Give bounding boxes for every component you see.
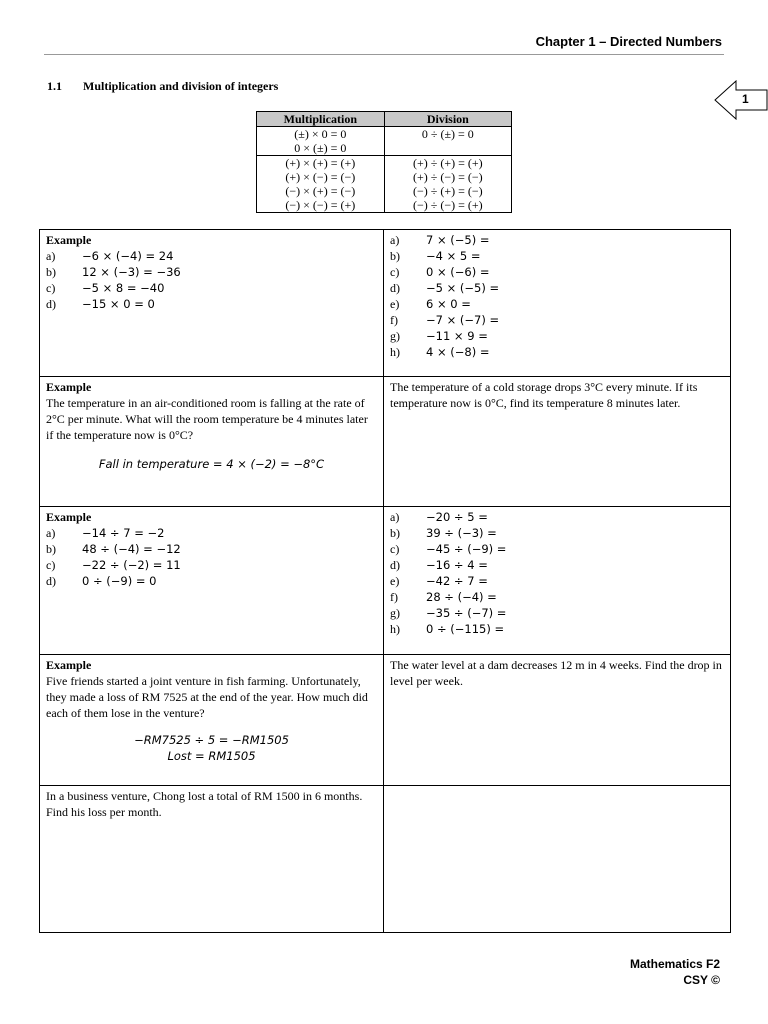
rule: (+) × (−) = (−) [285, 170, 356, 184]
header-divider [44, 54, 724, 55]
rule: (+) ÷ (+) = (+) [413, 156, 483, 170]
example-cell [40, 655, 384, 785]
item-key: d) [46, 297, 56, 311]
example-equation: Fall in temperature = 4 × (−2) = −8°C [98, 457, 325, 471]
example-equation: −RM7525 ÷ 5 = −RM1505 [134, 733, 289, 747]
item-expression: 6 × 0 = [426, 297, 471, 311]
item-expression: 28 ÷ (−4) = [426, 590, 497, 604]
item-key: d) [46, 574, 56, 588]
list-item [46, 296, 377, 312]
item-expression: 12 × (−3) = −36 [82, 265, 181, 279]
section-heading [47, 79, 278, 94]
section-title: Multiplication and division of integers [83, 79, 279, 93]
item-key: a) [46, 526, 56, 540]
item-expression: 0 ÷ (−115) = [426, 622, 505, 636]
item-key: g) [390, 606, 400, 620]
example-text: The temperature in an air-conditioned room is falling at the rate of 2°C per minute. What will the room temperature be 4 minutes later if the temperature now is 0°C? [46, 396, 368, 442]
exercise-row [40, 654, 730, 785]
item-expression: −6 × (−4) = 24 [82, 249, 174, 263]
example-cell [40, 377, 384, 506]
example-label: Example [46, 510, 92, 524]
footer-subject: Mathematics F2 [629, 957, 720, 971]
item-key: b) [390, 249, 400, 263]
exercise-row [40, 785, 730, 932]
item-expression: −42 ÷ 7 = [426, 574, 488, 588]
item-key: c) [390, 542, 400, 556]
list-item [46, 573, 377, 589]
page-number-arrow [714, 80, 768, 120]
item-key: b) [390, 526, 400, 540]
list-item [390, 509, 722, 525]
question-text: The water level at a dam decreases 12 m in 4 weeks. Find the drop in level per week. [390, 658, 722, 688]
item-key: f) [390, 590, 398, 604]
list-item [390, 621, 722, 637]
item-expression: 48 ÷ (−4) = −12 [82, 542, 181, 556]
item-expression: −5 × (−5) = [426, 281, 500, 295]
rule: (−) × (−) = (+) [285, 198, 356, 212]
list-item [390, 264, 722, 280]
item-expression: 7 × (−5) = [426, 233, 490, 247]
item-key: e) [390, 574, 400, 588]
example-equation: Lost = RM1505 [167, 749, 256, 763]
item-key: b) [46, 265, 56, 279]
example-label: Example [46, 233, 92, 247]
item-expression: −15 × 0 = 0 [82, 297, 155, 311]
rule: (−) × (+) = (−) [285, 184, 356, 198]
item-expression: −11 × 9 = [426, 329, 488, 343]
table-header-multiplication: Multiplication [257, 112, 385, 127]
sign-rules-division [384, 156, 511, 213]
rule: (−) ÷ (+) = (−) [413, 184, 483, 198]
exercise-row [40, 506, 730, 654]
rule: 0 ÷ (±) = 0 [421, 127, 474, 141]
list-item [390, 232, 722, 248]
item-expression: −20 ÷ 5 = [426, 510, 488, 524]
exercise-row [40, 230, 730, 376]
list-item [46, 557, 377, 573]
item-expression: −7 × (−7) = [426, 313, 500, 327]
left-arrow-icon [714, 80, 768, 120]
rule: (±) × 0 = 0 [294, 127, 347, 141]
example-cell [40, 230, 384, 376]
item-key: c) [390, 265, 400, 279]
list-item [390, 312, 722, 328]
item-expression: −35 ÷ (−7) = [426, 606, 507, 620]
list-item [46, 280, 377, 296]
sign-rules-table [256, 111, 512, 213]
item-expression: −22 ÷ (−2) = 11 [82, 558, 181, 572]
list-item [46, 525, 377, 541]
exercise-cell [384, 655, 728, 785]
rule: 0 × (±) = 0 [294, 141, 347, 155]
item-expression: −5 × 8 = −40 [82, 281, 165, 295]
zero-rules-multiplication [257, 127, 385, 156]
page-number: 1 [742, 92, 749, 106]
rule: (+) ÷ (−) = (−) [413, 170, 483, 184]
list-item [390, 280, 722, 296]
example-label: Example [46, 658, 92, 672]
sign-rules-multiplication [257, 156, 385, 213]
exercise-cell [40, 786, 384, 932]
list-item [390, 605, 722, 621]
item-expression: −45 ÷ (−9) = [426, 542, 507, 556]
table-header-division: Division [384, 112, 511, 127]
item-expression: 4 × (−8) = [426, 345, 490, 359]
item-key: g) [390, 329, 400, 343]
exercise-cell [384, 230, 728, 376]
list-item [390, 573, 722, 589]
rule: (+) × (+) = (+) [285, 156, 356, 170]
item-key: c) [46, 281, 56, 295]
exercise-grid [39, 229, 731, 933]
exercise-cell [384, 507, 728, 654]
item-key: a) [390, 510, 400, 524]
item-expression: −14 ÷ 7 = −2 [82, 526, 165, 540]
example-label: Example [46, 380, 92, 394]
item-expression: −16 ÷ 4 = [426, 558, 488, 572]
item-key: c) [46, 558, 56, 572]
exercise-cell [384, 377, 728, 506]
list-item [390, 344, 722, 360]
list-item [390, 328, 722, 344]
item-key: d) [390, 281, 400, 295]
list-item [390, 525, 722, 541]
list-item [46, 248, 377, 264]
item-expression: −4 × 5 = [426, 249, 481, 263]
item-expression: 0 × (−6) = [426, 265, 490, 279]
footer-copyright: CSY © [683, 973, 720, 987]
item-key: h) [390, 622, 400, 636]
rule: (−) ÷ (−) = (+) [413, 198, 483, 212]
item-key: e) [390, 297, 400, 311]
example-text: Five friends started a joint venture in fish farming. Unfortunately, they made a loss of RM 7525 at the end of the year. How much did each of them lose in the venture? [46, 674, 368, 720]
exercise-row [40, 376, 730, 506]
question-text: In a business venture, Chong lost a total of RM 1500 in 6 months. Find his loss per month. [46, 789, 363, 819]
list-item [390, 248, 722, 264]
section-number: 1.1 [47, 79, 62, 93]
list-item [390, 589, 722, 605]
answer-cell [384, 786, 728, 932]
question-text: The temperature of a cold storage drops 3°C every minute. If its temperature now is 0°C, find its temperature 8 minutes later. [390, 380, 698, 410]
example-cell [40, 507, 384, 654]
list-item [46, 264, 377, 280]
footer [630, 956, 720, 988]
item-expression: 0 ÷ (−9) = 0 [82, 574, 157, 588]
list-item [390, 296, 722, 312]
zero-rules-division [384, 127, 511, 156]
chapter-title: Chapter 1 – Directed Numbers [535, 34, 722, 49]
list-item [390, 541, 722, 557]
list-item [46, 541, 377, 557]
item-key: d) [390, 558, 400, 572]
item-key: b) [46, 542, 56, 556]
item-expression: 39 ÷ (−3) = [426, 526, 497, 540]
item-key: a) [390, 233, 400, 247]
item-key: a) [46, 249, 56, 263]
item-key: f) [390, 313, 398, 327]
item-key: h) [390, 345, 400, 359]
list-item [390, 557, 722, 573]
